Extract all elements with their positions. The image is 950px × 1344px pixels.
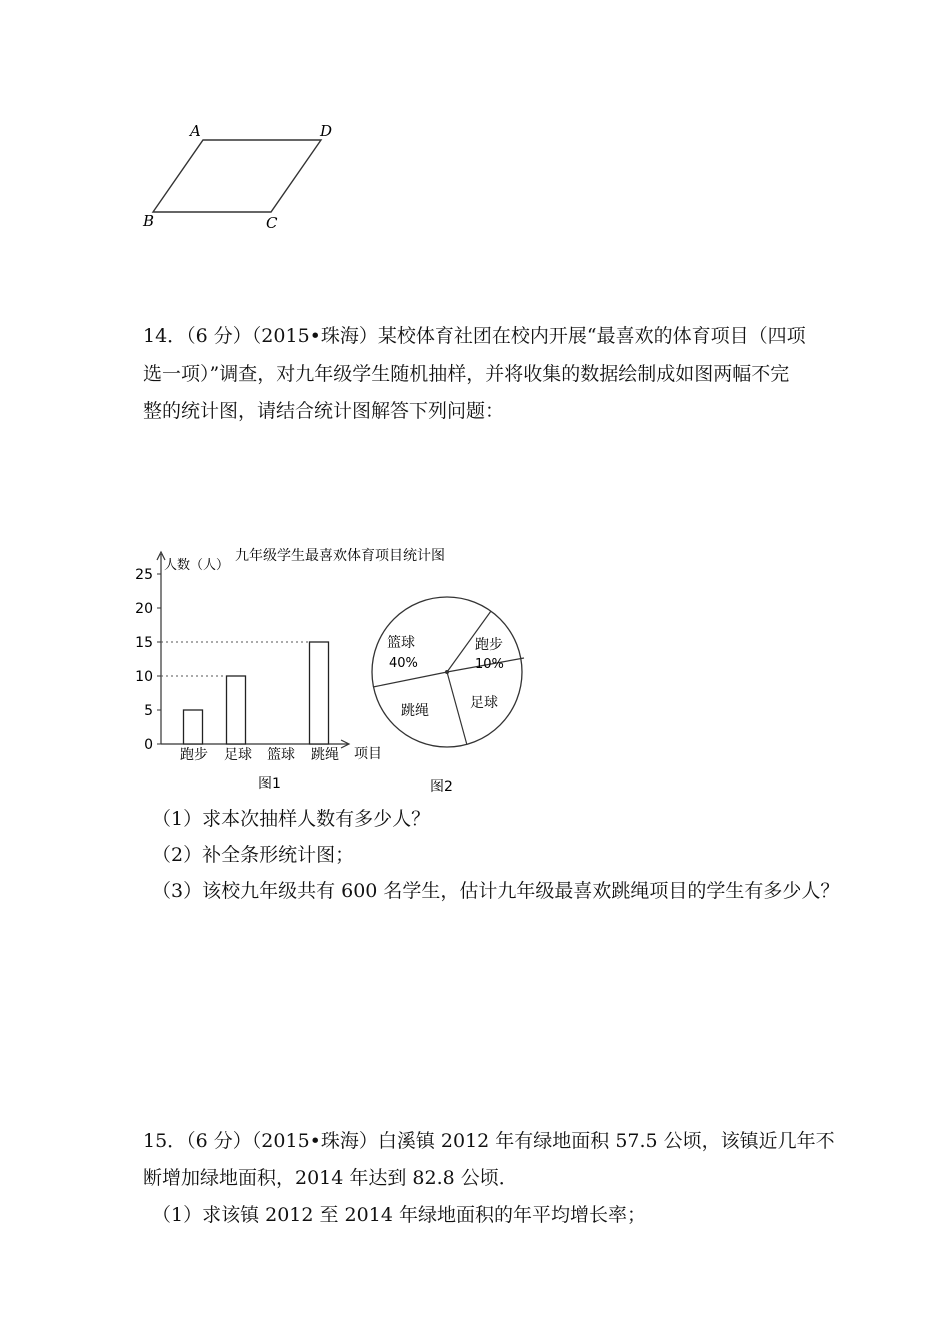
charts-figure <box>130 540 550 800</box>
pie-percent-basketball: 40% <box>389 656 418 671</box>
q14-sub-2: （2）补全条形统计图； <box>152 844 355 866</box>
bar-chart-caption: 图1 <box>258 776 281 792</box>
y-tick-label: 15 <box>135 635 153 651</box>
bar-1 <box>184 710 203 744</box>
x-category-label: 跑步 <box>180 747 208 763</box>
bar-4 <box>310 642 329 744</box>
q14-sub-1: （1）求本次抽样人数有多少人？ <box>152 808 431 830</box>
y-tick-label: 20 <box>135 601 153 617</box>
q14-line-2: 选一项）”调查，对九年级学生随机抽样，并将收集的数据绘制成如图两幅不完 <box>143 363 790 385</box>
y-tick-label: 10 <box>135 669 153 685</box>
y-tick-label: 0 <box>144 737 153 753</box>
q14-line-1: 14．（6 分）（2015•珠海）某校体育社团在校内开展“最喜欢的体育项目（四项 <box>143 325 806 347</box>
q14-sub-3: （3）该校九年级共有 600 名学生，估计九年级最喜欢跳绳项目的学生有多少人？ <box>152 880 840 902</box>
pie-percent-running: 10% <box>475 657 504 672</box>
pie-label-jumprope: 跳绳 <box>401 703 429 719</box>
pie-divider-football-jumprope <box>447 672 467 745</box>
x-category-label: 跳绳 <box>311 747 339 763</box>
parallelogram-figure <box>130 118 350 238</box>
pie-label-basketball: 篮球 <box>387 635 415 651</box>
vertex-label-c: C <box>266 214 278 232</box>
q15-line-2: 断增加绿地面积，2014 年达到 82.8 公顷． <box>143 1167 518 1189</box>
vertex-label-b: B <box>143 212 155 230</box>
pie-label-running: 跑步 <box>475 637 503 653</box>
y-tick-label: 25 <box>135 567 153 583</box>
pie-label-football: 足球 <box>470 695 498 711</box>
q14-line-3: 整的统计图，请结合统计图解答下列问题： <box>143 400 505 422</box>
y-tick-label: 5 <box>144 703 153 719</box>
bar-2 <box>227 676 246 744</box>
pie-center <box>445 670 449 674</box>
x-axis-label: 项目 <box>354 746 382 762</box>
y-axis-label: 人数（人） <box>164 558 230 573</box>
x-category-label: 足球 <box>224 747 252 763</box>
q15-line-1: 15．（6 分）（2015•珠海）白溪镇 2012 年有绿地面积 57.5 公顷，该镇近几年不 <box>143 1130 835 1152</box>
bar-chart-title: 九年级学生最喜欢体育项目统计图 <box>235 548 445 564</box>
pie-divider-jumprope-basketball <box>373 672 447 687</box>
q15-sub-1: （1）求该镇 2012 至 2014 年绿地面积的年平均增长率； <box>152 1204 646 1226</box>
pie-chart <box>372 597 524 795</box>
vertex-label-a: A <box>190 122 201 140</box>
vertex-label-d: D <box>320 122 333 140</box>
parallelogram-shape <box>153 140 321 212</box>
x-category-label: 篮球 <box>267 747 295 763</box>
pie-chart-caption: 图2 <box>430 779 453 795</box>
